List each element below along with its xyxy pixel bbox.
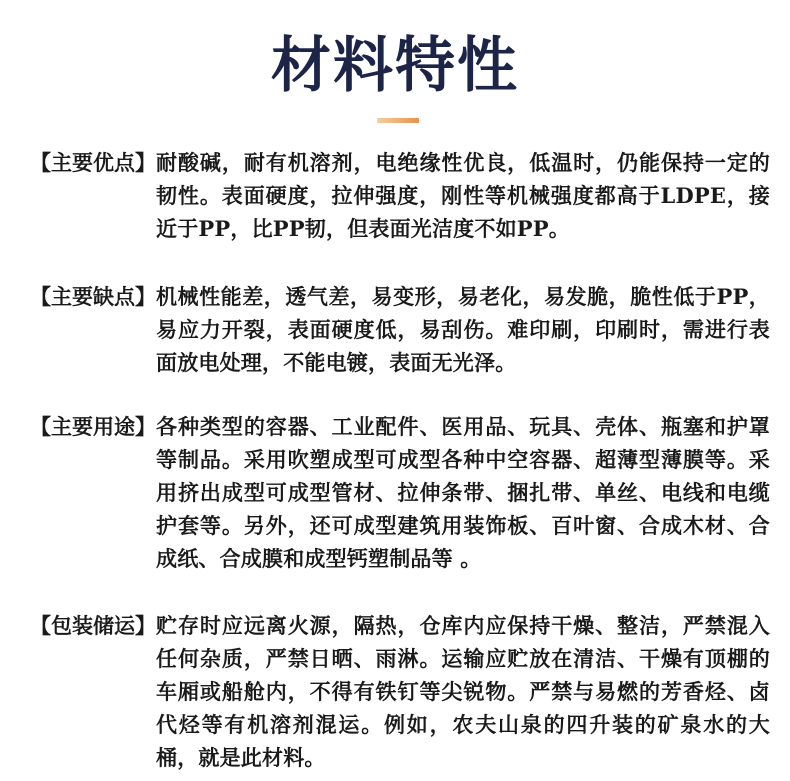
section-text: 耐酸碱，耐有机溶剂，电绝缘性优良，低温时，仍能保持一定的韧性。表面硬度，拉伸强度，刚性等机械强度都高于LDPE，接近于PP，比PP韧，但表面光洁度不如PP。 <box>156 150 770 241</box>
section-label: 【包装储运】 <box>30 613 156 638</box>
section-uses <box>30 410 770 575</box>
section-text: 各种类型的容器、工业配件、医用品、玩具、壳体、瓶塞和护罩等制品。采用吹塑成型可成型各种中空容器、超薄型薄膜等。采用挤出成型可成型管材、拉伸条带、捆扎带、单丝、电线和电缆护套等。另外，还可成型建筑用装饰板、百叶窗、合成木材、合成纸、合成膜和成型钙塑制品等 。 <box>156 414 770 571</box>
section-text: 机械性能差，透气差，易变形，易老化，易发脆，脆性低于PP，易应力开裂，表面硬度低，易刮伤。难印刷，印刷时，需进行表面放电处理，不能电镀，表面无光泽。 <box>156 284 770 375</box>
section-text: 贮存时应远离火源，隔热，仓库内应保持干燥、整洁，严禁混入任何杂质，严禁日晒、雨淋。运输应贮放在清洁、干燥有顶棚的车厢或船舱内，不得有铁钉等尖锐物。严禁与易燃的芳香烃、卤代烃等有机溶剂混运。例如，农夫山泉的四升装的矿泉水的大桶，就是此材料。 <box>156 613 770 770</box>
section-packaging-storage <box>30 609 770 774</box>
title-accent-bar <box>377 118 419 123</box>
section-disadvantages <box>30 280 770 379</box>
section-label: 【主要缺点】 <box>30 284 156 309</box>
page-title: 材料特性 <box>271 31 519 101</box>
section-advantages <box>30 146 770 245</box>
section-label: 【主要优点】 <box>30 150 156 175</box>
section-label: 【主要用途】 <box>30 414 156 439</box>
